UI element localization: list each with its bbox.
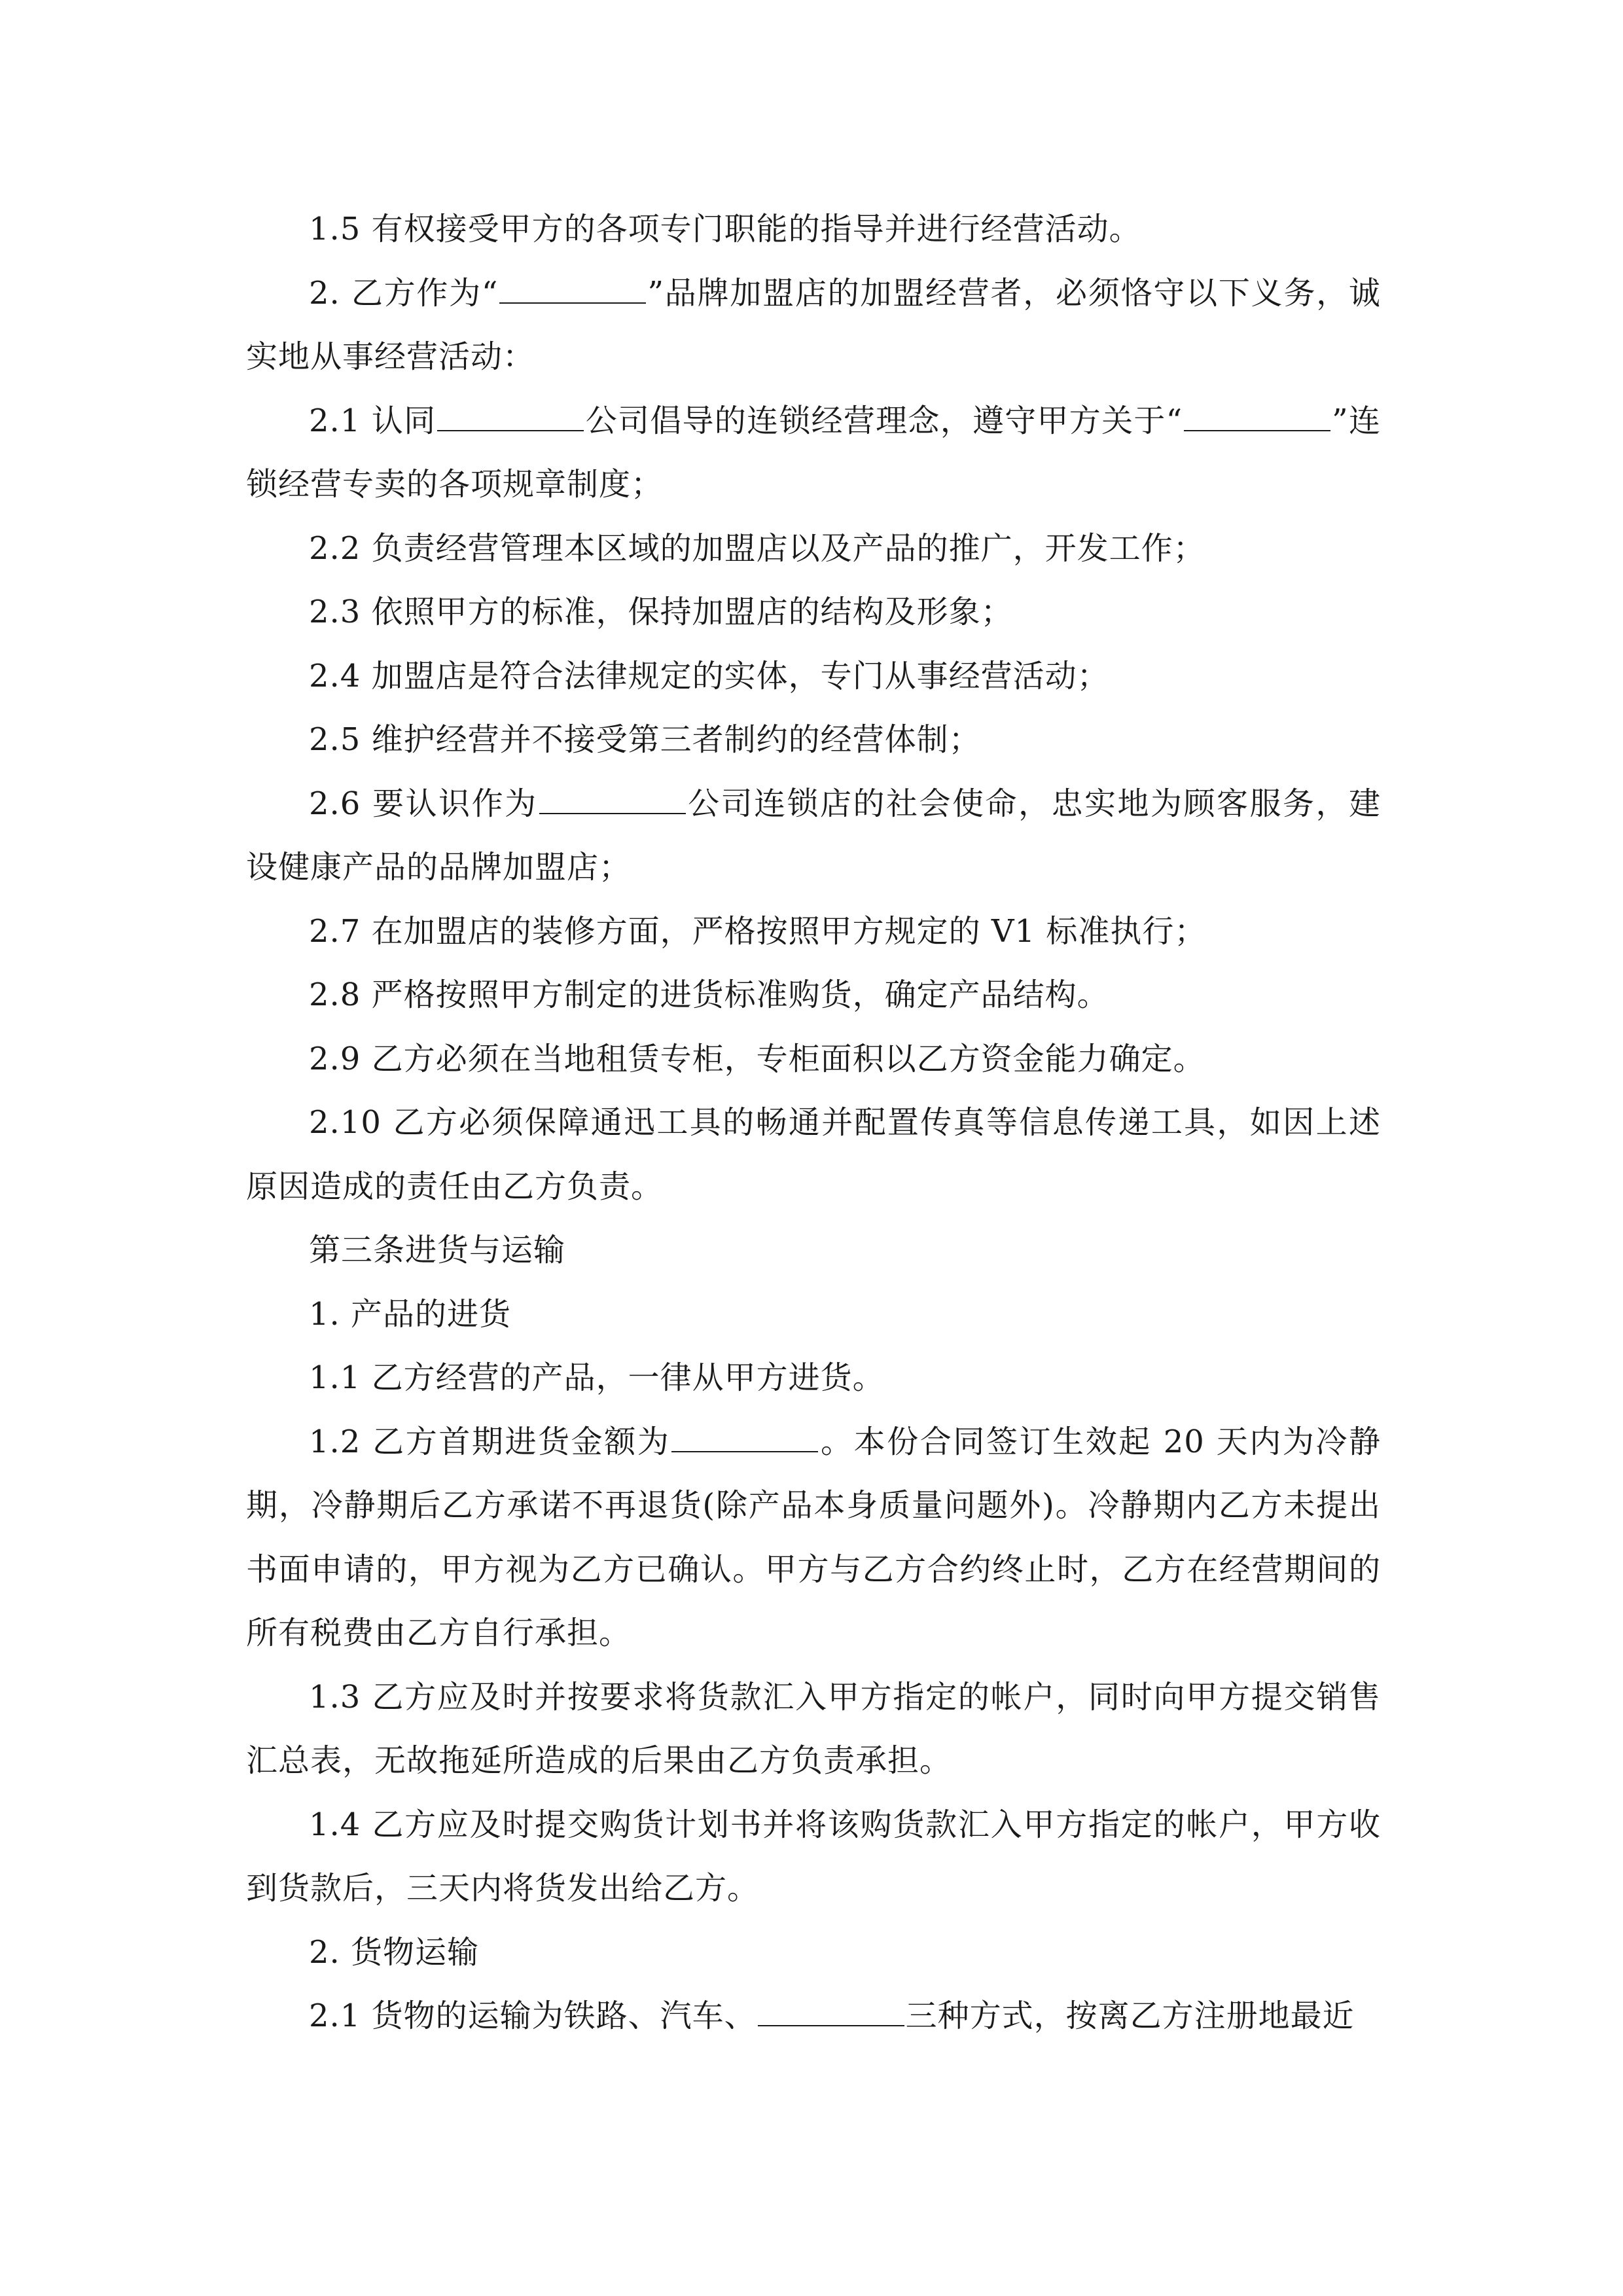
text-segment: ”连锁经营专卖的各项规章制度； [246,402,1381,503]
paragraph-2-10 [246,1091,1381,1219]
section-heading-article-3 [246,1219,1381,1283]
paragraph-1-5 [246,198,1381,262]
paragraph-2-9 [246,1028,1381,1092]
text-segment: 2.3 依照甲方的标准，保持加盟店的结构及形象； [309,594,1013,630]
paragraph-2-1-transport [246,1984,1381,2049]
text-segment: 1.3 乙方应及时并按要求将货款汇入甲方指定的帐户，同时向甲方提交销售汇总表，无故拖延所造成的后果由乙方负责承担。 [246,1678,1381,1779]
text-segment: 。本份合同签订生效起 20 天内为冷静期，冷静期后乙方承诺不再退货(除产品本身质量问题外)。冷静期内乙方未提出书面申请的，甲方视为乙方已确认。甲方与乙方合约终止时，乙方在经营期间的所有税费由乙方自行承担。 [246,1423,1381,1651]
paragraph-2 [246,262,1381,389]
text-segment: 2.2 负责经营管理本区域的加盟店以及产品的推广，开发工作； [309,529,1205,567]
fill-blank-line [437,405,584,431]
text-segment: 1.1 乙方经营的产品，一律从甲方进货。 [309,1359,885,1396]
text-segment: 1.5 有权接受甲方的各项专门职能的指导并进行经营活动。 [309,211,1141,247]
paragraph-1-2 [246,1410,1381,1666]
fill-blank-line [758,2000,904,2026]
text-segment: 1.4 乙方应及时提交购货计划书并将该购货款汇入甲方指定的帐户，甲方收到货款后，三天内将货发出给乙方。 [246,1806,1381,1907]
text-segment: 公司连锁店的社会使命，忠实地为顾客服务，建设健康产品的品牌加盟店； [246,785,1381,886]
text-segment: 2.7 在加盟店的装修方面，严格按照甲方规定的 V1 标准执行； [309,912,1207,950]
document-body [246,198,1381,2049]
paragraph-1-3 [246,1666,1381,1793]
text-segment: 三种方式，按离乙方注册地最近 [905,1998,1355,2034]
subheading-goods-transport [246,1921,1381,1985]
paragraph-2-4 [246,645,1381,709]
text-segment: 2.5 维护经营并不接受第三者制约的经营体制； [309,721,981,758]
text-segment: 2.1 认同 [309,402,437,439]
paragraph-2-5 [246,708,1381,772]
fill-blank-line [539,788,686,814]
text-segment: 第三条进货与运输 [309,1232,566,1268]
paragraph-2-6 [246,772,1381,900]
text-segment: 2. 乙方作为“ [309,274,499,312]
text-segment: 2.4 加盟店是符合法律规定的实体，专门从事经营活动； [309,657,1109,694]
paragraph-1-1 [246,1346,1381,1410]
paragraph-2-1 [246,389,1381,517]
paragraph-2-7 [246,900,1381,964]
text-segment: 2.10 乙方必须保障通迅工具的畅通并配置传真等信息传递工具，如因上述原因造成的责任由乙方负责。 [246,1104,1381,1205]
paragraph-1-4 [246,1793,1381,1921]
text-segment: 2. 货物运输 [309,1933,480,1971]
fill-blank-line [671,1426,818,1452]
text-segment: 公司倡导的连锁经营理念，遵守甲方关于“ [585,402,1183,439]
text-segment: 1. 产品的进货 [309,1295,512,1333]
text-segment: 2.8 严格按照甲方制定的进货标准购货，确定产品结构。 [309,977,1109,1013]
paragraph-2-8 [246,963,1381,1028]
paragraph-2-3 [246,581,1381,645]
text-segment: 2.6 要认识作为 [309,785,538,822]
text-segment: 2.1 货物的运输为铁路、汽车、 [309,1998,757,2034]
text-segment: ”品牌加盟店的加盟经营者，必须恪守以下义务，诚实地从事经营活动： [246,274,1381,375]
paragraph-2-2 [246,517,1381,581]
fill-blank-line [499,278,646,304]
text-segment: 1.2 乙方首期进货金额为 [309,1423,671,1460]
text-segment: 2.9 乙方必须在当地租赁专柜，专柜面积以乙方资金能力确定。 [309,1040,1205,1077]
subheading-product-purchase [246,1283,1381,1347]
fill-blank-line [1184,405,1330,431]
